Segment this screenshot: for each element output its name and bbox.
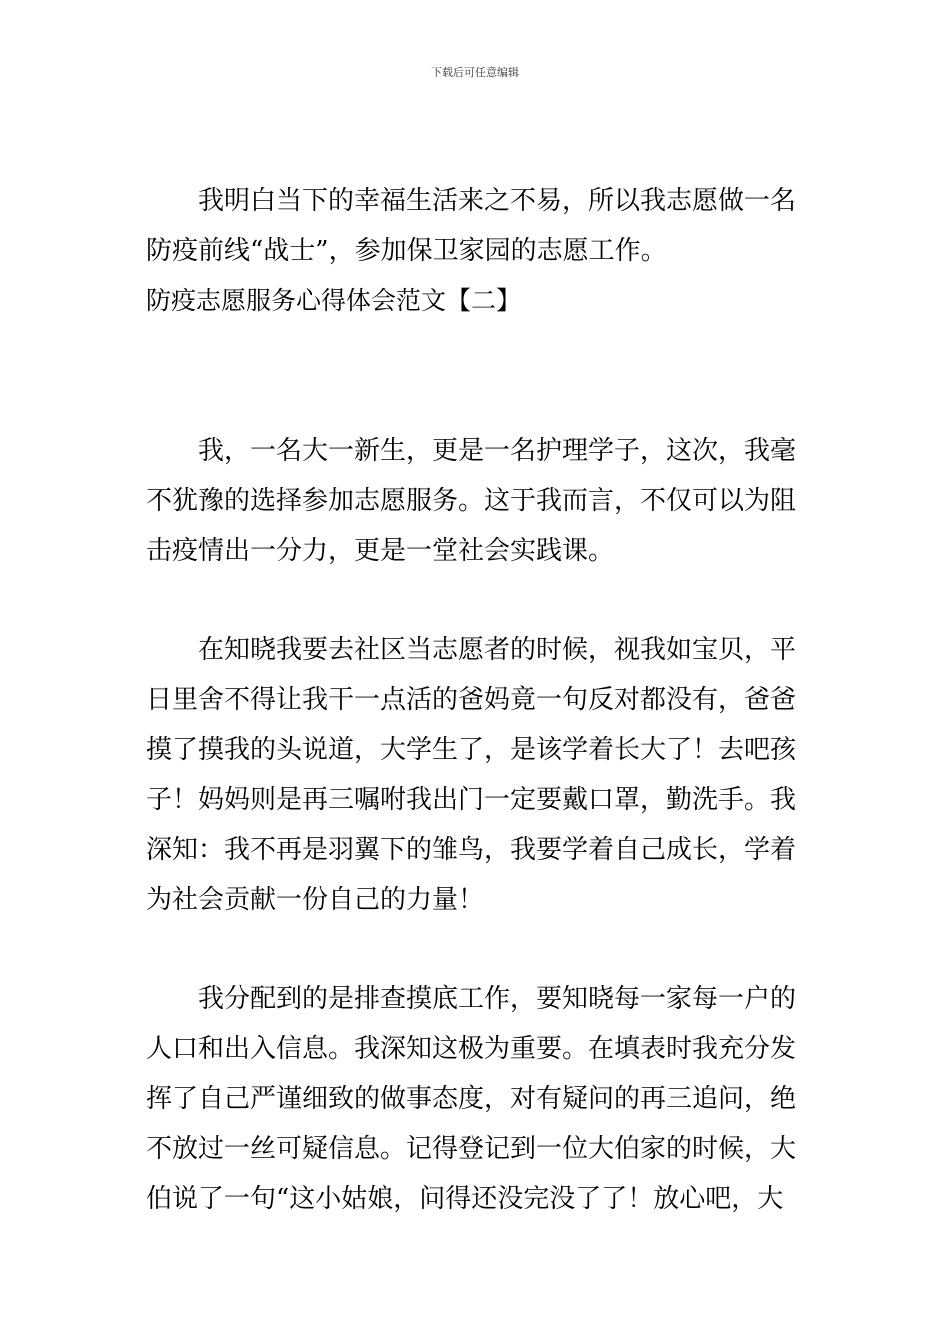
paragraph-2 [146,426,806,576]
paragraph-line: 击疫情出一分力，更是一堂社会实践课。 [146,536,615,566]
paragraph-line: 日里舍不得让我干一点活的爸妈竟一句反对都没有，爸爸 [146,685,797,715]
page-header: 下载后可任意编辑 [431,66,519,79]
paragraph-line: 防疫前线“战士”，参加保卫家园的志愿工作。 [146,236,667,266]
paragraph-line: 不放过一丝可疑信息。记得登记到一位大伯家的时候，大 [146,1134,797,1164]
paragraph-line: 伯说了一句“这小姑娘，问得还没完没了了！放心吧，大 [146,1184,784,1214]
paragraph-line: 深知：我不再是羽翼下的雏鸟，我要学着自己成长，学着 [146,835,797,865]
paragraph-line: 人口和出入信息。我深知这极为重要。在填表时我充分发 [146,1034,797,1064]
spacer [146,576,806,625]
spacer [146,326,806,426]
paragraph-line: 在知晓我要去社区当志愿者的时候，视我如宝贝，平 [198,635,797,665]
paragraph-1 [146,176,806,276]
paragraph-line: 摸了摸我的头说道，大学生了，是该学着长大了！去吧孩 [146,735,797,765]
paragraph-4 [146,974,806,1224]
paragraph-line: 挥了自己严谨细致的做事态度，对有疑问的再三追问，绝 [146,1084,797,1114]
section-heading-text: 防疫志愿服务心得体会范文【二】 [146,286,522,315]
paragraph-3 [146,625,806,925]
paragraph-line: 我分配到的是排查摸底工作，要知晓每一家每一户的 [198,984,797,1014]
paragraph-line: 子！妈妈则是再三嘱咐我出门一定要戴口罩，勤洗手。我 [146,785,797,815]
spacer [146,925,806,974]
section-heading [146,276,806,326]
paragraph-line: 不犹豫的选择参加志愿服务。这于我而言，不仅可以为阻 [146,486,797,516]
paragraph-line: 我，一名大一新生，更是一名护理学子，这次，我毫 [198,436,797,466]
paragraph-line: 为社会贡献一份自己的力量！ [146,885,485,915]
paragraph-line: 我明白当下的幸福生活来之不易，所以我志愿做一名 [198,186,797,216]
document-body [146,176,806,1224]
